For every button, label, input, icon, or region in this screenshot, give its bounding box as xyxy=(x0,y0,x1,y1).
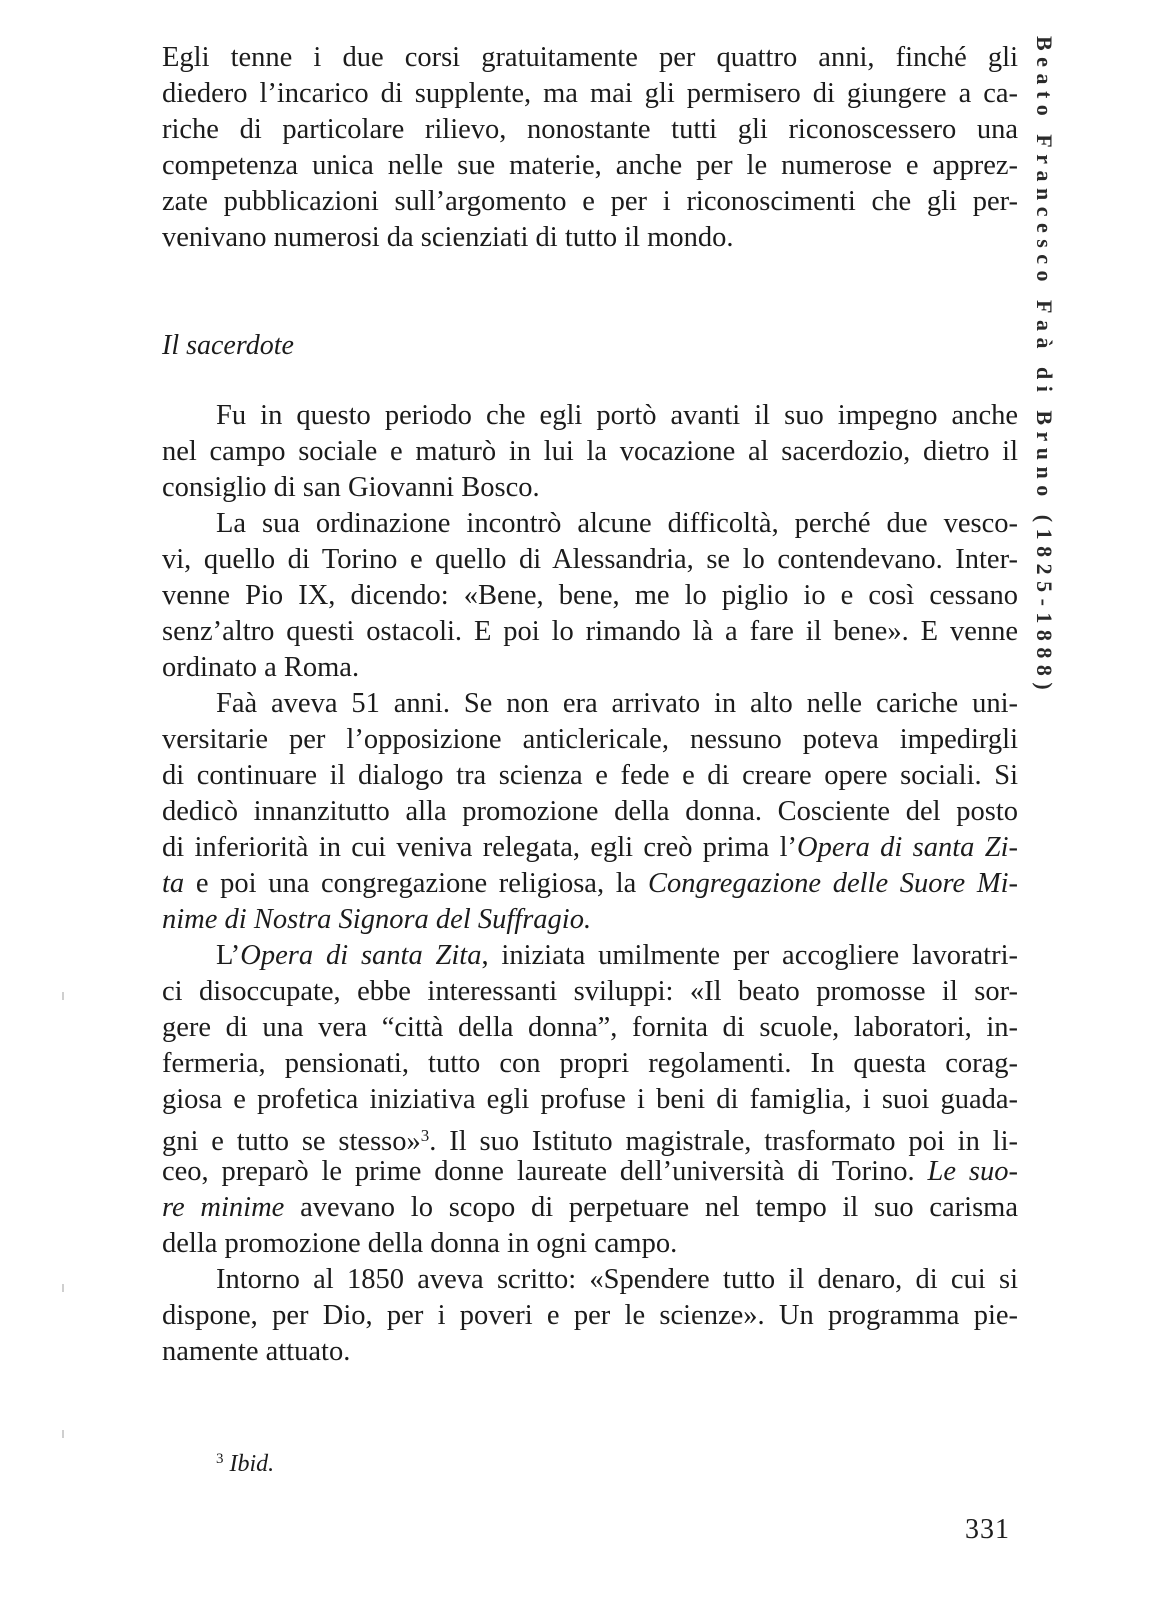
footnote xyxy=(216,1444,274,1479)
italic-title: re minime xyxy=(162,1192,285,1223)
footnote-text: Ibid. xyxy=(229,1451,275,1477)
text-line: gere di una vera “città della donna”, fornita di scuole, laboratori, in- xyxy=(162,1012,1018,1043)
text-line: nel campo sociale e maturò in lui la vocazione al sacerdozio, dietro il xyxy=(162,436,1018,467)
text-line: La sua ordinazione incontrò alcune difficoltà, perché due vesco- xyxy=(216,508,1018,539)
text-line: consiglio di san Giovanni Bosco. xyxy=(162,472,540,503)
text-line xyxy=(162,1118,1018,1157)
text-line xyxy=(162,830,1018,866)
text-run: , iniziata umilmente per accogliere lavoratri- xyxy=(481,940,1018,971)
text-line: venivano numerosi da scienziati di tutto il mondo. xyxy=(162,222,734,253)
text-line: giosa e profetica iniziativa egli profuse i beni di famiglia, i suoi guada- xyxy=(162,1084,1018,1115)
text-line: dedicò innanzitutto alla promozione della donna. Cosciente del posto xyxy=(162,796,1018,827)
text-line: dispone, per Dio, per i poveri e per le scienze». Un programma pie- xyxy=(162,1300,1018,1331)
text-line: riche di particolare rilievo, nonostante tutti gli riconoscessero una xyxy=(162,114,1018,145)
running-head: Beato Francesco Faà di Bruno (1825-1888) xyxy=(1032,36,1057,697)
text-line: versitarie per l’opposizione anticlericale, nessuno poteva impedirgli xyxy=(162,724,1018,755)
footnote-number: 3 xyxy=(216,1451,224,1467)
text-line: Fu in questo periodo che egli portò avanti il suo impegno anche xyxy=(216,400,1018,431)
text-run: L’ xyxy=(216,940,241,971)
text-line xyxy=(162,902,1018,938)
text-run: . Il suo Istituto magistrale, trasformato poi in li- xyxy=(429,1126,1018,1157)
text-run: gni e tutto se stesso» xyxy=(162,1126,421,1157)
text-line: diedero l’incarico di supplente, ma mai gli permisero di giungere a ca- xyxy=(162,78,1018,109)
text-line: senz’altro questi ostacoli. E poi lo rimando là a fare il bene». E venne xyxy=(162,616,1018,647)
text-line: Egli tenne i due corsi gratuitamente per quattro anni, finché gli xyxy=(162,42,1018,73)
text-line: ci disoccupate, ebbe interessanti sviluppi: «Il beato promosse il sor- xyxy=(162,976,1018,1007)
italic-title: Congregazione delle Suore Mi- xyxy=(647,868,1018,899)
text-line: namente attuato. xyxy=(162,1336,351,1367)
text-run: avevano lo scopo di perpetuare nel tempo il suo carisma xyxy=(284,1192,1018,1223)
page-number: 331 xyxy=(965,1514,1010,1545)
text-run: e poi una congregazione religiosa, la xyxy=(184,868,648,899)
text-run: ceo, preparò le prime donne laureate dell’università di Torino. xyxy=(162,1156,928,1187)
text-line xyxy=(162,938,1018,974)
text-line: Intorno al 1850 aveva scritto: «Spendere tutto il denaro, di cui si xyxy=(216,1264,1018,1295)
text-line: venne Pio IX, dicendo: «Bene, bene, me lo piglio io e così cessano xyxy=(162,580,1018,611)
italic-title: Opera di santa Zita xyxy=(240,940,482,971)
italic-title: nime di Nostra Signora del Suffragio. xyxy=(162,904,592,935)
section-heading: Il sacerdote xyxy=(162,330,294,361)
italic-title: ta xyxy=(162,868,185,899)
text-line: ordinato a Roma. xyxy=(162,652,360,683)
footnote-reference: 3 xyxy=(420,1126,430,1145)
text-line: della promozione della donna in ogni campo. xyxy=(162,1228,678,1259)
text-run: di inferiorità in cui veniva relegata, egli creò prima l’ xyxy=(162,832,797,863)
text-line: di continuare il dialogo tra scienza e fede e di creare opere sociali. Si xyxy=(162,760,1018,791)
text-line xyxy=(162,866,1018,902)
text-line: zate pubblicazioni sull’argomento e per i riconoscimenti che gli per- xyxy=(162,186,1018,217)
italic-title: Opera di santa Zi- xyxy=(797,832,1018,863)
text-line: fermeria, pensionati, tutto con propri regolamenti. In questa corag- xyxy=(162,1048,1018,1079)
text-line xyxy=(162,1154,1018,1190)
italic-title: Le suo- xyxy=(927,1156,1018,1187)
text-line: Faà aveva 51 anni. Se non era arrivato in alto nelle cariche uni- xyxy=(216,688,1018,719)
text-line xyxy=(162,1190,1018,1226)
text-line: competenza unica nelle sue materie, anche per le numerose e apprez- xyxy=(162,150,1018,181)
text-line: vi, quello di Torino e quello di Alessandria, se lo contendevano. Inter- xyxy=(162,544,1018,575)
